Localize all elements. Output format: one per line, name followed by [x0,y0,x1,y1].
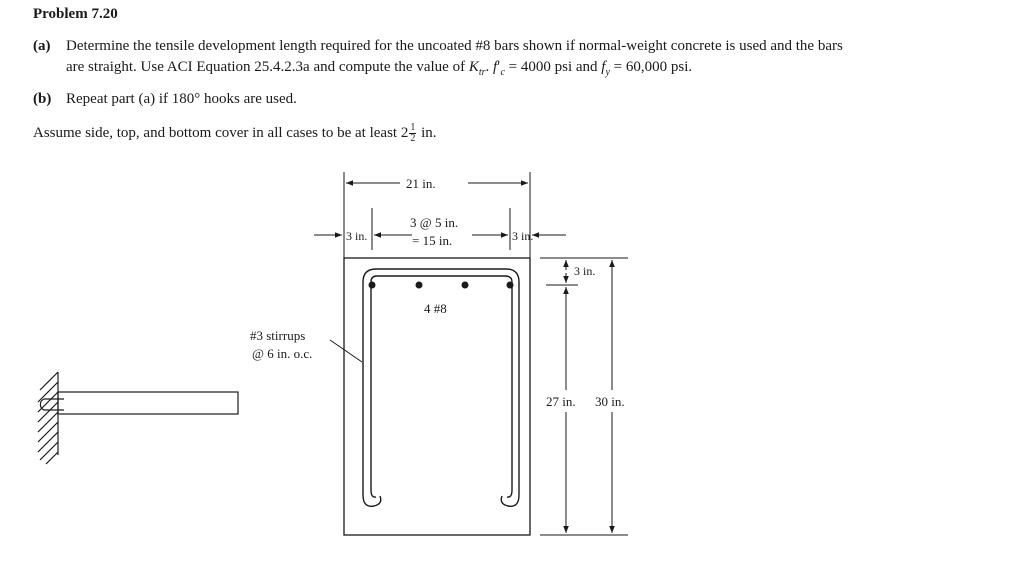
stirrup-leader [330,340,362,362]
bar-4 [507,282,514,289]
stirrups-label-1: #3 stirrups [250,328,306,343]
right-cover-label: 3 in. [512,229,534,243]
part-a-line-1: Determine the tensile development length required for the uncoated #8 bars shown if normal-weight concrete is used and the bars [66,38,843,54]
support-wall [38,372,58,464]
part-a-line-2: are straight. Use ACI Equation 25.4.2.3a and compute the value of $K_{tr}$. $f'_c = 4000$ psi and $f_y = 60,000$ psi. [66,59,693,78]
height-label: 30 in. [595,394,625,409]
part-b-text: Repeat part (a) if 180° hooks are used. [66,91,297,107]
spacing-label-2: = 15 in. [412,233,453,248]
bar-3 [462,282,469,289]
cantilever-beam [40,392,238,414]
part-a-label: (a) [33,38,51,54]
reinforcing-bars [369,282,514,289]
width-label: 21 in. [406,176,436,191]
left-cover-label: 3 in. [346,229,368,243]
spacing-label-1: 3 @ 5 in. [410,215,459,230]
stirrups-label-2: @ 6 in. o.c. [252,346,313,361]
cover-assumption: Assume side, top, and bottom cover in all cases to be at least 2 $\frac{1}{2}$ in. [33,122,437,144]
part-b-label: (b) [33,91,52,107]
bar-2 [416,282,423,289]
depth-label: 27 in. [546,394,576,409]
problem-title: Problem 7.20 [33,6,118,22]
top-cover-label: 3 in. [574,264,596,278]
bars-label: 4 #8 [424,301,447,316]
fraction-half: $\frac{1}{2}$ [410,122,416,144]
bar-1 [369,282,376,289]
